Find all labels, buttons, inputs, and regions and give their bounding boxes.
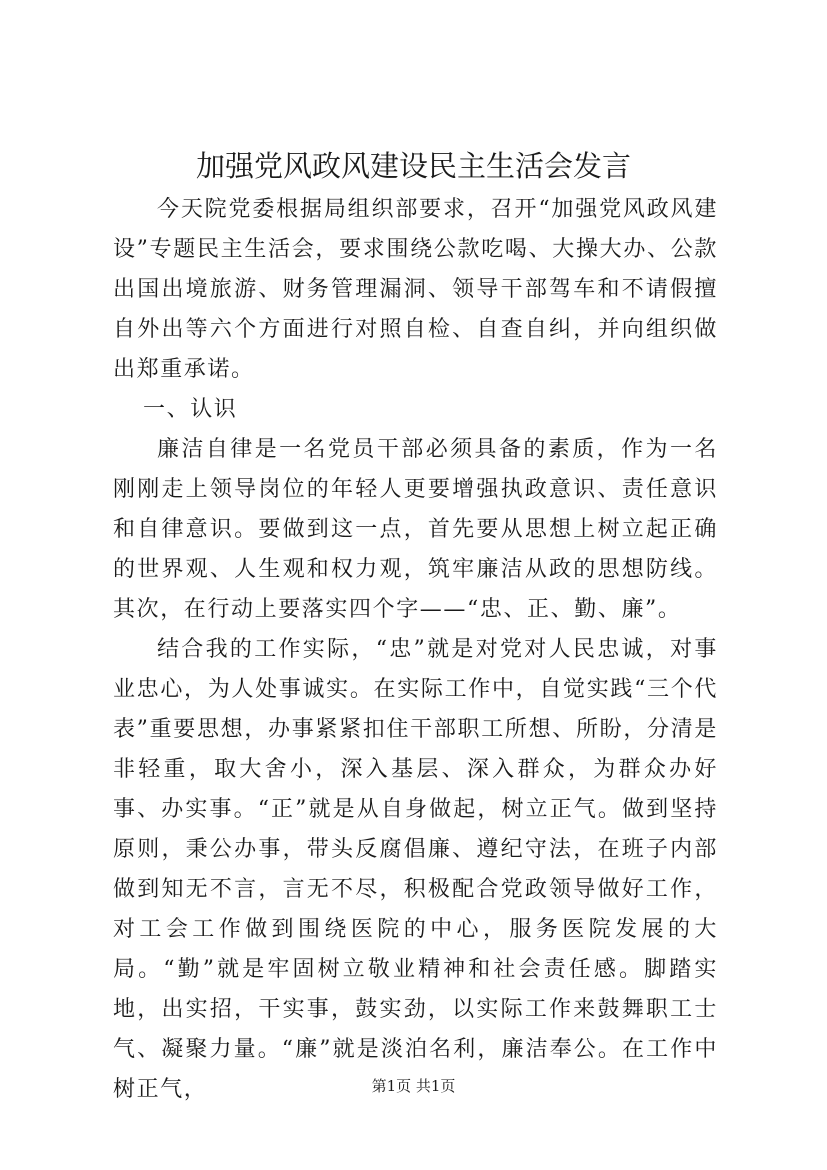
paragraph-self-discipline: 廉洁自律是一名党员干部必须具备的素质，作为一名刚刚走上领导岗位的年轻人更要增强执政意识、责任意识和自律意识。要做到这一点，首先要从思想上树立起正确的世界观、人生观和权力观，筑牢廉洁从政的思想防线。其次，在行动上要落实四个字——“忠、正、勤、廉”。 <box>113 437 718 622</box>
paragraph-intro: 今天院党委根据局组织部要求，召开“加强党风政风建设”专题民主生活会，要求围绕公款吃喝、大操大办、公款出国出境旅游、财务管理漏洞、领导干部驾车和不请假擅自外出等六个方面进行对照自检、自查自纠，并向组织做出郑重承诺。 <box>113 197 718 382</box>
document-title: 加强党风政风建设民主生活会发言 <box>195 149 631 183</box>
document-body <box>113 190 718 1110</box>
section-heading-awareness: 一、认识 <box>143 397 238 422</box>
page-footer: 第1页 共1页 <box>371 1077 456 1095</box>
paragraph-work-practice: 结合我的工作实际，“忠”就是对党对人民忠诚，对事业忠心，为人处事诚实。在实际工作中，自觉实践“三个代表”重要思想，办事紧紧扣住干部职工所想、所盼，分清是非轻重，取大舍小，深入基层、深入群众，为群众办好事、办实事。“正”就是从自身做起，树立正气。做到坚持原则，秉公办事，带头反腐倡廉、遵纪守法，在班子内部做到知无不言，言无不尽，积极配合党政领导做好工作，对工会工作做到围绕医院的中心，服务医院发展的大局。“勤”就是牢固树立敬业精神和社会责任感。脚踏实地，出实招，干实事，鼓实劲，以实际工作来鼓舞职工士气、凝聚力量。“廉”就是淡泊名利，廉洁奉公。在工作中树正气， <box>113 637 718 1102</box>
